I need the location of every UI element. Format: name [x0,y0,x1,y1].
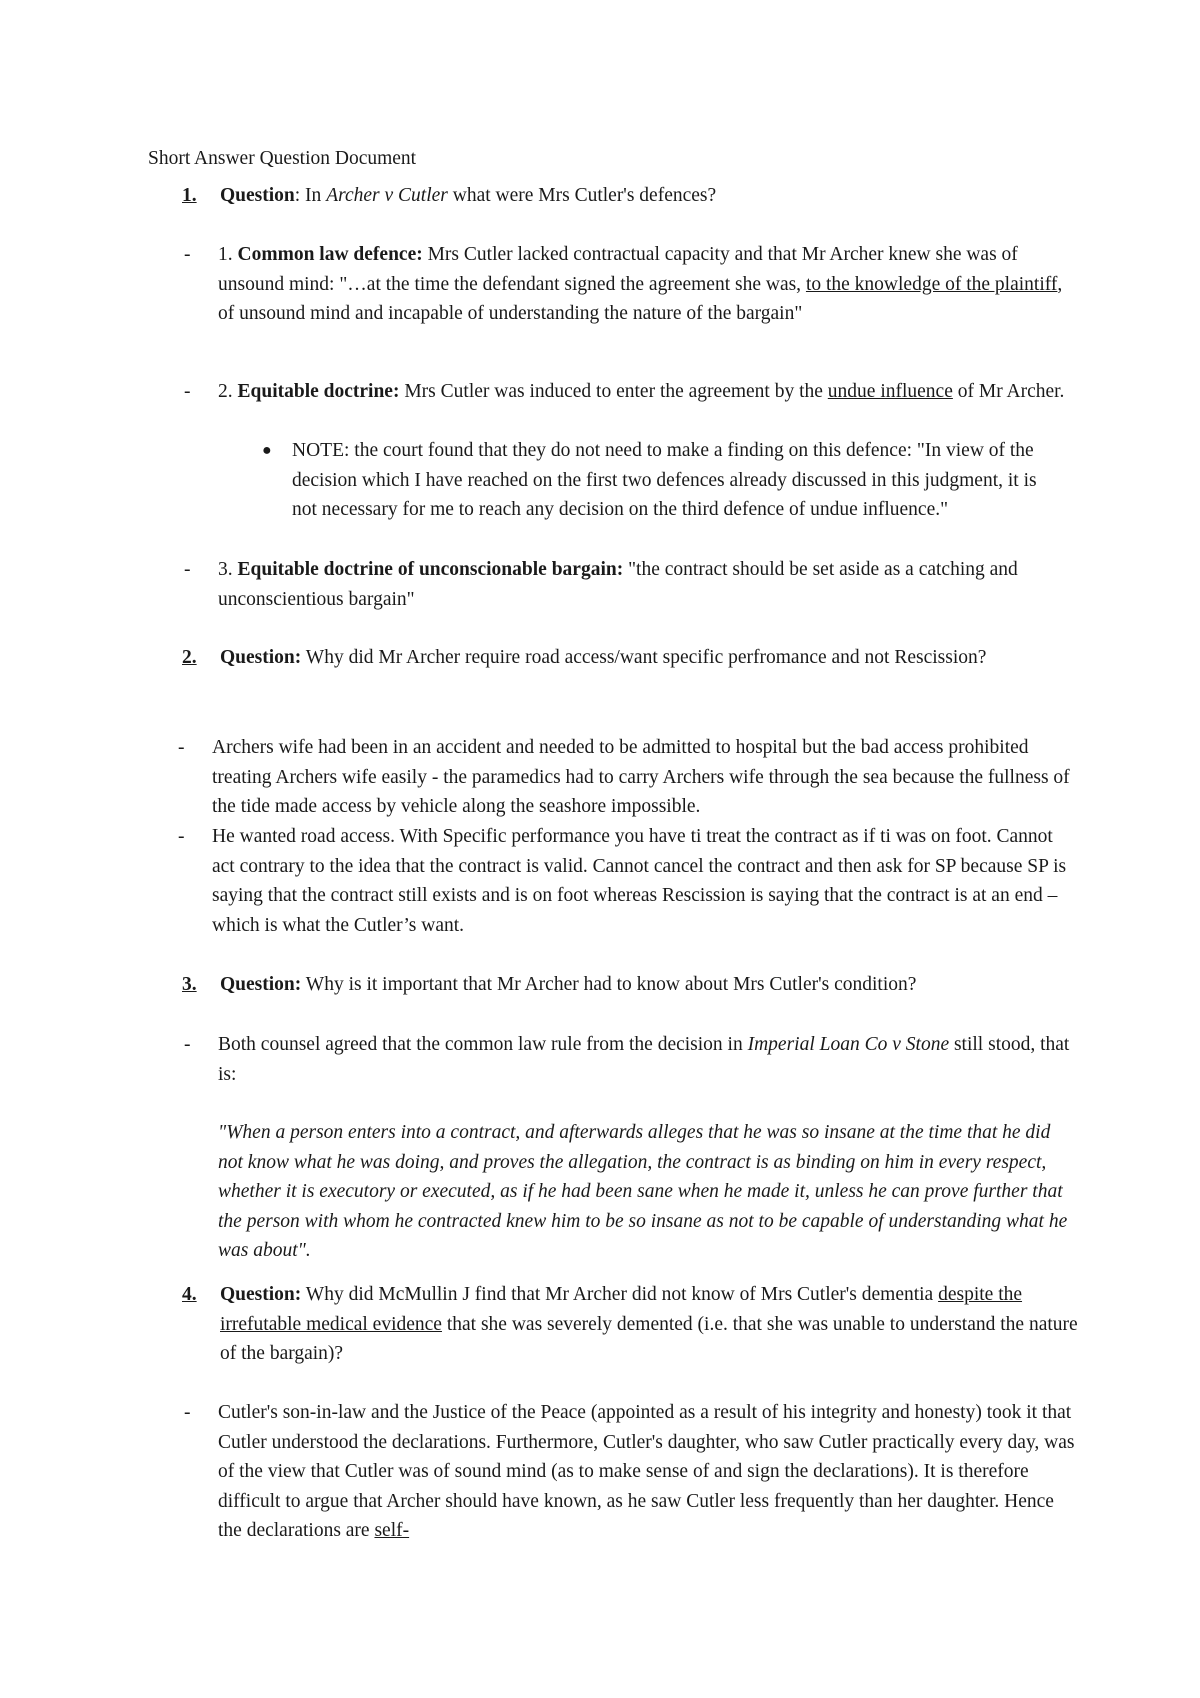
question-1 [182,181,1082,211]
answer-bullet [184,1398,1078,1546]
bullet-dash: - [184,381,191,402]
bullet-text: of Mr Archer. [952,381,1065,402]
question-text-part: Why did McMullin J find that Mr Archer did not know of Mrs Cutler's dementia [301,1284,939,1305]
bullet-text: 2. [218,381,238,402]
bullet-text: Both counsel agreed that the common law rule from the decision in [218,1034,748,1055]
case-name: Imperial Loan Co v Stone [747,1034,950,1055]
bullet-text: He wanted road access. With Specific performance you have ti treat the contract as if ti was on foot. Cannot act contrary to the idea that the contract is valid. Cannot cancel the contract and then ask for SP because SP is saying that the contract still exists and is on foot whereas Rescission is saying that the contract is at an end – which is what the Cutler’s want. [212,826,1067,936]
underlined-text: to the knowledge of the plaintiff [805,273,1058,295]
bullet-text: 3. [218,559,238,580]
answer-bullet [184,1030,1078,1089]
question-label: Question: [220,1284,302,1305]
bullet-heading: Common law defence: [237,244,423,265]
answer-bullet [178,822,1072,940]
document-title: Short Answer Question Document [148,148,417,169]
underlined-text: self- [374,1520,410,1541]
question-text [220,1280,1082,1369]
question-3 [182,970,1082,1000]
bullet-dash: - [178,826,185,847]
answer-bullet [178,733,1072,822]
bullet-dash: - [184,559,191,580]
answer-bullet [184,240,1078,329]
question-text-part: Why is it important that Mr Archer had to know about Mrs Cutler's condition? [301,974,917,995]
question-text-part: that she was severely demented (i.e. that she was unable to understand the nature of the bargain)? [220,1313,1078,1364]
bullet-dash: - [184,1034,191,1055]
bullet-heading: Equitable doctrine of unconscionable bargain: [237,559,624,580]
question-text-part: : In [294,185,327,206]
bullet-text: Cutler's son-in-law and the Justice of the Peace (appointed as a result of his integrity and honesty) took it that Cutler understood the declarations. Furthermore, Cutler's daughter, who saw Cutler practically every day, was of the view that Cutler was of sound mind (as to make sense of and sign the declarations). It is therefore difficult to argue that Archer should have known, as he saw Cutler less frequently than her daughter. Hence the declarations are [218,1402,1075,1541]
question-label: Question: [220,647,302,668]
bullet-text: , of unsound mind and incapable of understanding the nature of the bargain" [218,273,1063,324]
answer-bullet [184,555,1078,614]
bullet-text: "the contract should be set aside as a catching and unconscientious bargain" [218,559,1018,610]
question-2 [182,643,1082,673]
bullet-text: Archers wife had been in an accident and needed to be admitted to hospital but the bad access prohibited treating Archers wife easily - the paramedics had to carry Archers wife through the sea because the fullness of the tide made access by vehicle along the seashore impossible. [212,737,1070,817]
question-text [220,970,1082,1000]
question-number: 1. [182,185,197,206]
bullet-dash: - [184,1402,191,1423]
bullet-text: 1. [218,244,238,265]
question-label: Question [220,185,295,206]
question-text-part: Why did Mr Archer require road access/want specific perfromance and not Rescission? [301,647,987,668]
case-name: Archer v Cutler [326,185,448,206]
question-number: 4. [182,1284,197,1305]
question-number: 3. [182,974,197,995]
bullet-dash: - [184,244,191,265]
question-text [220,181,1082,211]
question-4 [182,1280,1082,1369]
bullet-text: Mrs Cutler was induced to enter the agreement by the [399,381,828,402]
bullet-text: Mrs Cutler lacked contractual capacity and that Mr Archer knew she was of unsound mind: "…at the time the defendant signed the agreement she was, [218,244,1018,295]
question-number: 2. [182,647,197,668]
bullet-dash: - [178,737,185,758]
quoted-passage: "When a person enters into a contract, and afterwards alleges that he was so insane at the time that he did not know what he was doing, and proves the allegation, the contract is as binding on him in every respect, whether it is executory or executed, as if he had been sane when he made it, unless he can prove further that the person with whom he contracted knew him to be so insane as not to be capable of understanding what he was about". [218,1122,1068,1261]
note-text: NOTE: the court found that they do not need to make a finding on this defence: "In view of the decision which I have reached on the first two defences already discussed in this judgment, it is not necessary for me to reach any decision on the third defence of undue influence." [292,440,1037,520]
underlined-text: undue influence [827,381,953,402]
note-bullet [262,436,1052,525]
answer-bullet [184,377,1078,407]
underlined-text: despite the irrefutable medical evidence [220,1284,1023,1335]
bullet-dot: ● [262,442,272,459]
question-text [220,643,1082,673]
bullet-text: still stood, that is: [218,1034,1070,1085]
question-text-part: what were Mrs Cutler's defences? [447,185,717,206]
bullet-heading: Equitable doctrine: [237,381,400,402]
question-label: Question: [220,974,302,995]
